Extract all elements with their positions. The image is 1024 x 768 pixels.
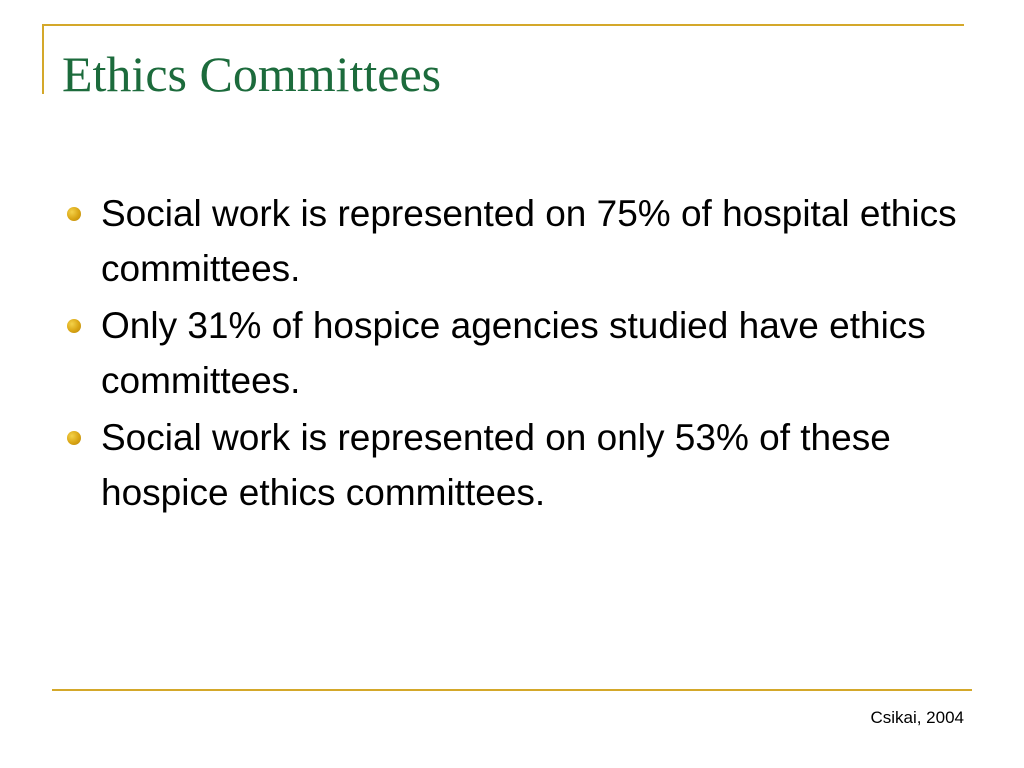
footer-citation: Csikai, 2004 <box>870 708 964 727</box>
bullet-item <box>66 186 986 296</box>
bullet-dot-icon <box>67 319 81 333</box>
bullet-item <box>66 410 986 520</box>
left-rule <box>42 24 44 94</box>
bullet-dot-icon <box>67 207 81 221</box>
bullet-text: Social work is represented on only 53% of these hospice ethics committees. <box>101 417 891 513</box>
bottom-rule <box>52 689 972 691</box>
bullet-dot-icon <box>67 431 81 445</box>
top-rule <box>42 24 964 26</box>
bullet-text: Social work is represented on 75% of hospital ethics committees. <box>101 193 957 289</box>
bullet-item <box>66 298 986 408</box>
bullet-text: Only 31% of hospice agencies studied have ethics committees. <box>101 305 926 401</box>
slide-title: Ethics Committees <box>62 46 442 102</box>
bullet-list <box>66 186 986 522</box>
